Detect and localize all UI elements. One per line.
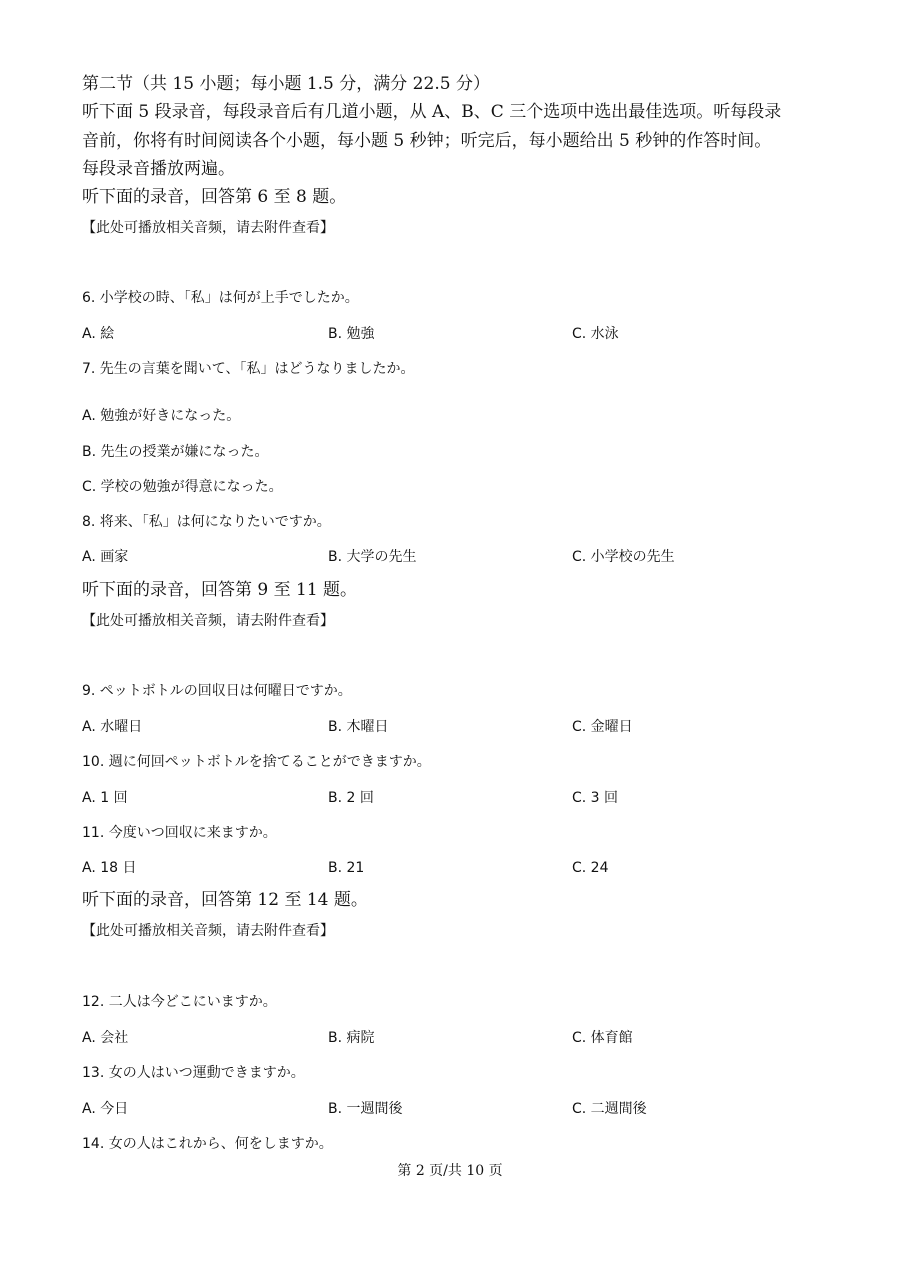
instruction-line: 听下面 5 段录音，每段录音后有几道小题，从 A、B、C 三个选项中选出最佳选项。听每段录	[82, 102, 782, 122]
option-b: B. 病院	[328, 1030, 375, 1046]
option-c: C. 小学校の先生	[572, 549, 675, 565]
question-9: 9. ペットボトルの回収日は何曜日ですか。	[82, 683, 352, 699]
section-title: 第二节（共 15 小题；每小题 1.5 分，满分 22.5 分）	[82, 74, 490, 94]
option-c: C. 24	[572, 860, 609, 876]
option-b: B. 大学の先生	[328, 549, 417, 565]
option-c: C. 学校の勉強が得意になった。	[82, 479, 283, 495]
option-b: B. 木曜日	[328, 719, 389, 735]
question-6: 6. 小学校の時、「私」は何が上手でしたか。	[82, 290, 359, 306]
option-a: A. 会社	[82, 1030, 129, 1046]
option-c: C. 3 回	[572, 790, 619, 806]
group-prompt: 听下面的录音，回答第 9 至 11 题。	[82, 580, 358, 600]
question-11: 11. 今度いつ回収に来ますか。	[82, 825, 277, 841]
question-8: 8. 将来、「私」は何になりたいですか。	[82, 514, 331, 530]
option-b: B. 勉強	[328, 326, 375, 342]
option-c: C. 体育館	[572, 1030, 633, 1046]
question-14: 14. 女の人はこれから、何をしますか。	[82, 1136, 333, 1152]
option-a: A. 1 回	[82, 790, 128, 806]
option-b: B. 2 回	[328, 790, 374, 806]
audio-note: 【此处可播放相关音频，请去附件查看】	[82, 220, 334, 236]
audio-note: 【此处可播放相关音频，请去附件查看】	[82, 613, 334, 629]
option-b: B. 先生の授業が嫌になった。	[82, 444, 269, 460]
option-c: C. 二週間後	[572, 1101, 647, 1117]
instruction-line: 音前，你将有时间阅读各个小题，每小题 5 秒钟；听完后，每小题给出 5 秒钟的作答时间。	[82, 131, 772, 151]
instruction-line: 每段录音播放两遍。	[82, 159, 235, 179]
option-c: C. 金曜日	[572, 719, 633, 735]
option-a: A. 18 日	[82, 860, 137, 876]
option-b: B. 21	[328, 860, 365, 876]
group-prompt: 听下面的录音，回答第 12 至 14 题。	[82, 890, 368, 910]
question-10: 10. 週に何回ペットボトルを捨てることができますか。	[82, 754, 431, 770]
question-12: 12. 二人は今どこにいますか。	[82, 994, 277, 1010]
option-a: A. 今日	[82, 1101, 129, 1117]
audio-note: 【此处可播放相关音频，请去附件查看】	[82, 923, 334, 939]
option-a: A. 勉強が好きになった。	[82, 408, 241, 424]
option-a: A. 画家	[82, 549, 129, 565]
option-b: B. 一週間後	[328, 1101, 403, 1117]
question-13: 13. 女の人はいつ運動できますか。	[82, 1065, 305, 1081]
option-a: A. 絵	[82, 326, 115, 342]
option-a: A. 水曜日	[82, 719, 143, 735]
group-prompt: 听下面的录音，回答第 6 至 8 题。	[82, 187, 347, 207]
question-7: 7. 先生の言葉を聞いて、「私」はどうなりましたか。	[82, 361, 415, 377]
page-number: 第 2 页/共 10 页	[397, 1163, 503, 1179]
option-c: C. 水泳	[572, 326, 619, 342]
